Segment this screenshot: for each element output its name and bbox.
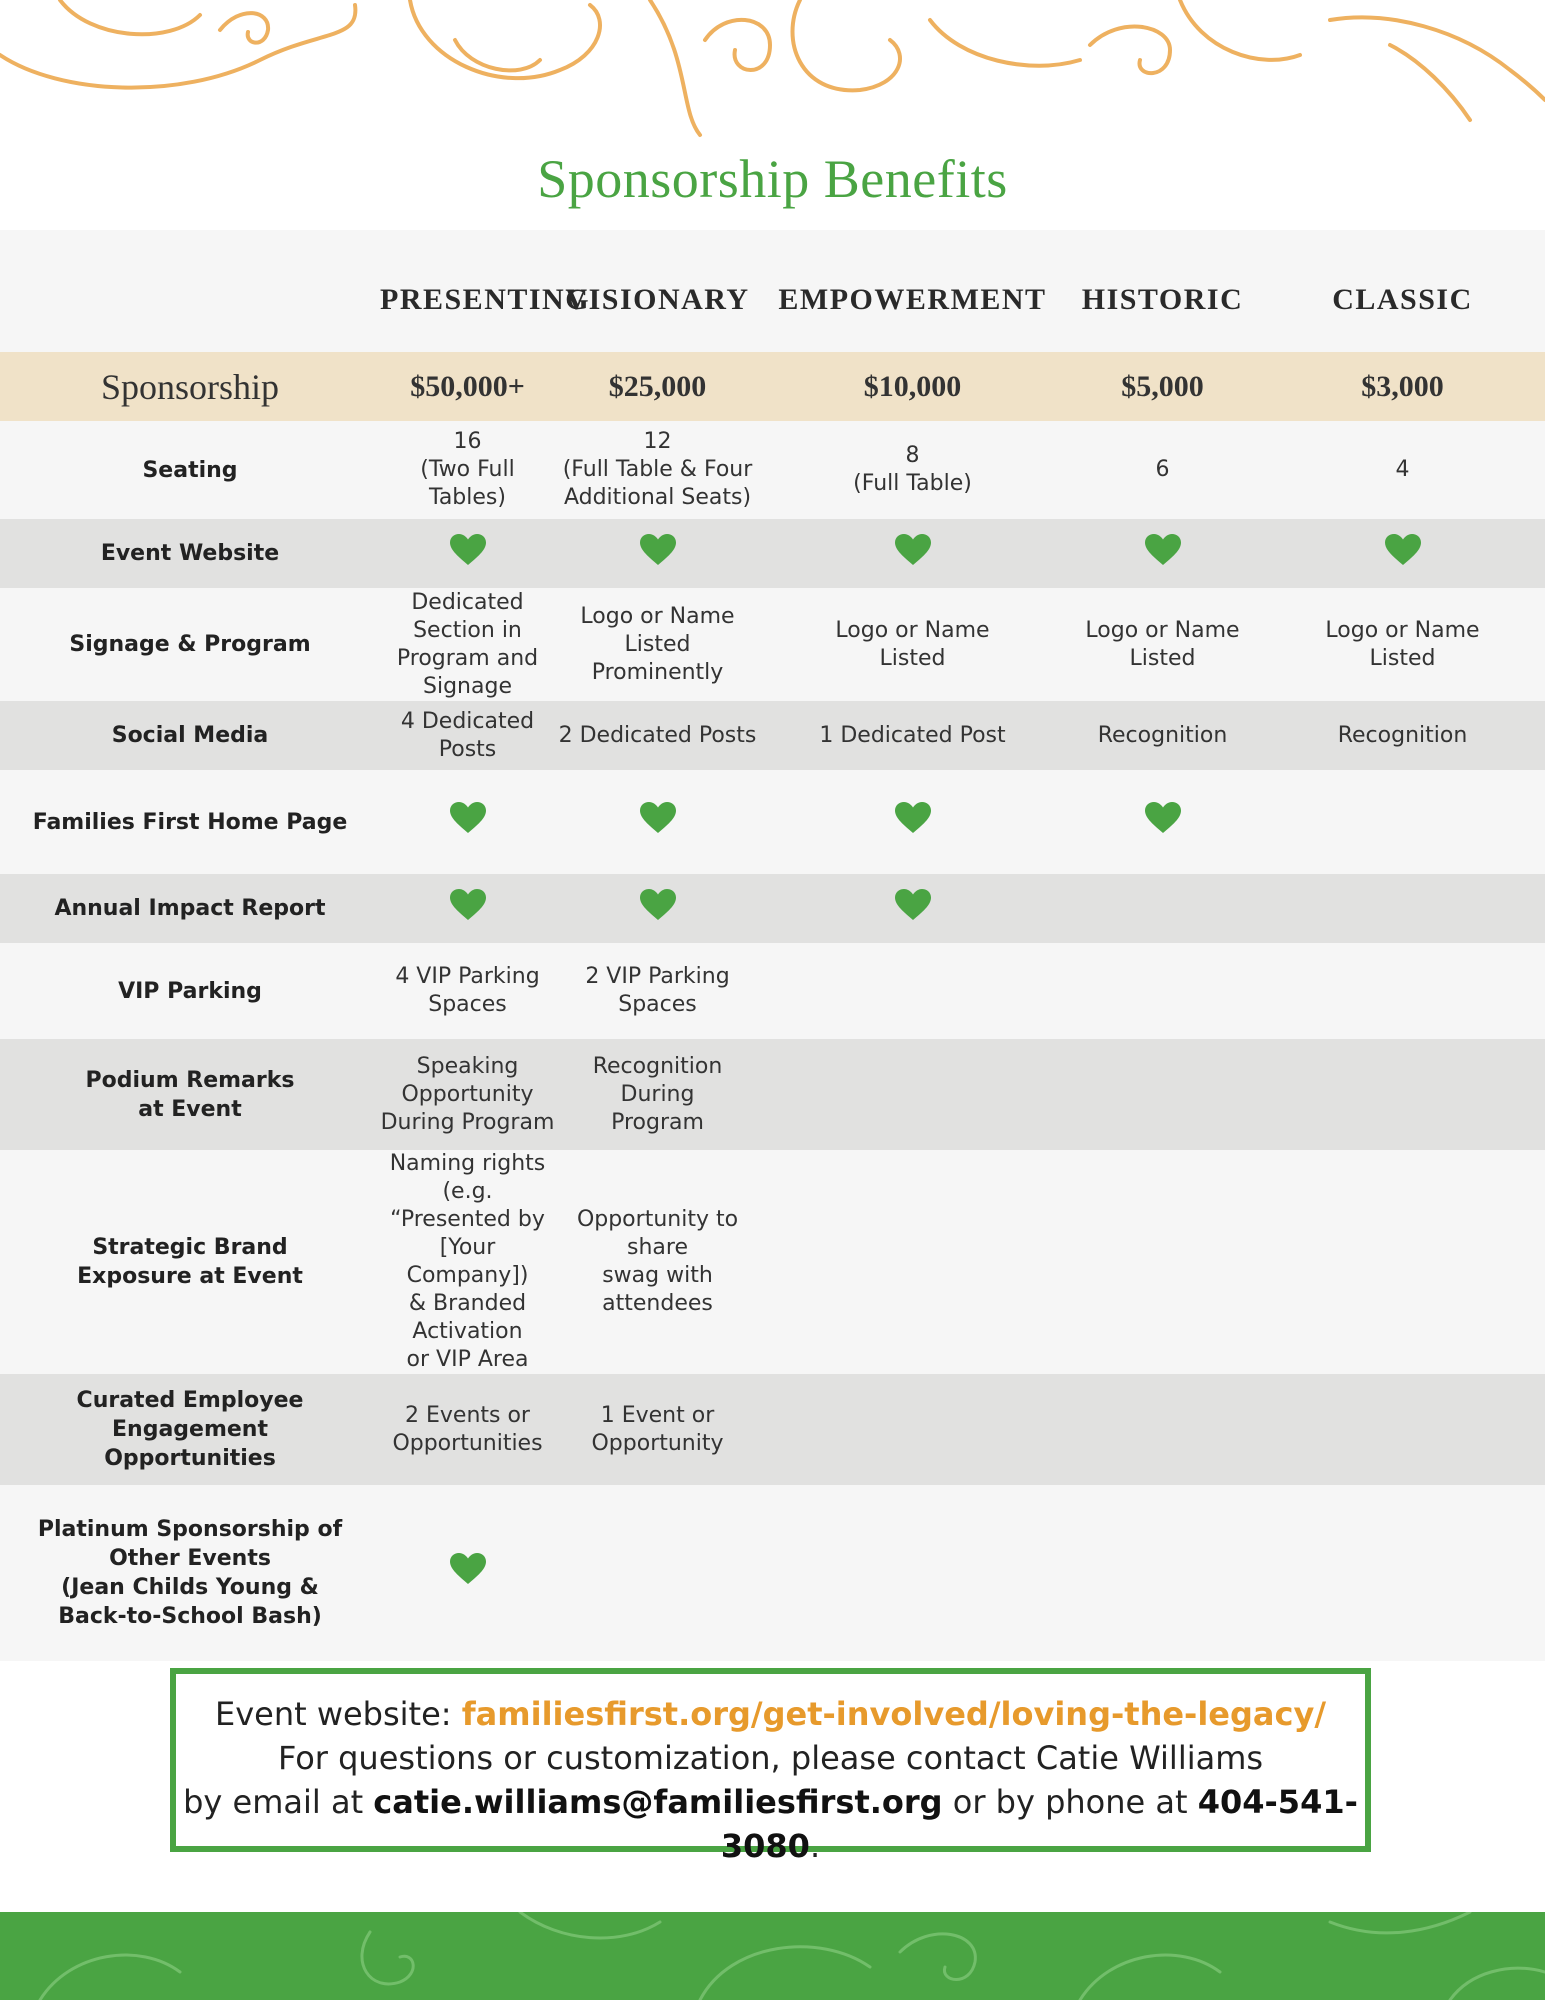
benefit-row xyxy=(0,519,1545,588)
benefit-value xyxy=(1260,770,1545,874)
benefit-label: Podium Remarks at Event xyxy=(85,1067,295,1122)
benefit-value xyxy=(1065,1374,1260,1485)
sponsorship-price-row xyxy=(0,352,1545,421)
sponsorship-label: Sponsorship xyxy=(100,366,280,407)
benefit-row xyxy=(0,1374,1545,1485)
footer-flourish-decoration xyxy=(0,1912,1545,2000)
benefit-row xyxy=(0,421,1545,519)
benefit-row xyxy=(0,1485,1545,1661)
benefit-included-cell xyxy=(760,770,1065,874)
contact-suffix: . xyxy=(809,1827,821,1865)
contact-box xyxy=(170,1668,1371,1865)
benefit-value: Dedicated Section in Program and Signage xyxy=(396,589,539,699)
benefit-label: Annual Impact Report xyxy=(54,896,326,921)
benefit-value xyxy=(760,1150,1065,1374)
benefit-value: Logo or Name Listed xyxy=(1085,617,1240,671)
benefit-included-cell xyxy=(555,519,760,588)
heart-icon xyxy=(450,815,486,840)
benefit-included-cell xyxy=(1065,770,1260,874)
benefit-label: VIP Parking xyxy=(118,978,262,1004)
benefit-value: Speaking Opportunity During Program xyxy=(380,1053,555,1135)
email-prefix: by email at xyxy=(183,1783,374,1821)
heart-icon xyxy=(1145,547,1181,572)
tier-header-classic: CLASSIC xyxy=(1332,283,1473,316)
benefit-label: Strategic Brand Exposure at Event xyxy=(77,1235,303,1289)
benefit-included-cell xyxy=(380,519,555,588)
benefit-included-cell xyxy=(760,874,1065,943)
price-empowerment: $10,000 xyxy=(863,369,962,403)
contact-line-3 xyxy=(176,1780,1365,1868)
benefit-included-cell xyxy=(555,874,760,943)
benefit-row xyxy=(0,770,1545,874)
tier-header-historic: HISTORIC xyxy=(1081,283,1244,316)
tier-header-presenting: PRESENTING xyxy=(380,283,591,316)
contact-line-2: For questions or customization, please contact Catie Williams xyxy=(277,1739,1264,1777)
price-historic: $5,000 xyxy=(1121,369,1204,403)
benefit-included-cell xyxy=(380,1485,555,1661)
price-classic: $3,000 xyxy=(1361,369,1444,403)
benefit-value xyxy=(1065,1150,1260,1374)
benefit-row xyxy=(0,943,1545,1039)
benefit-value xyxy=(760,1039,1065,1150)
heart-icon xyxy=(640,815,676,840)
benefit-label: Platinum Sponsorship of Other Events (Jean Childs Young & Back-to-School Bash) xyxy=(37,1517,343,1629)
heart-icon xyxy=(1385,547,1421,572)
benefit-value: 2 Dedicated Posts xyxy=(558,722,757,748)
benefit-value xyxy=(1065,943,1260,1039)
heart-icon xyxy=(1145,815,1181,840)
benefit-value: 4 Dedicated Posts xyxy=(400,708,535,762)
benefit-value xyxy=(760,943,1065,1039)
benefit-row xyxy=(0,1150,1545,1374)
benefit-value: Logo or Name Listed xyxy=(1325,617,1480,671)
phone-prefix: or by phone at xyxy=(942,1783,1198,1821)
benefit-value xyxy=(1260,1039,1545,1150)
tier-header-row xyxy=(0,230,1545,352)
benefit-label: Event Website xyxy=(100,541,280,566)
benefit-value xyxy=(555,1485,760,1661)
benefit-value xyxy=(1065,1485,1260,1661)
header-blank xyxy=(0,230,380,352)
benefit-value: 2 VIP Parking Spaces xyxy=(585,964,730,1017)
tier-header-visionary: VISIONARY xyxy=(565,283,750,316)
benefit-value: 1 Event or Opportunity xyxy=(591,1402,724,1456)
benefit-value: 8 (Full Table) xyxy=(853,443,972,496)
price-presenting: $50,000+ xyxy=(410,369,525,403)
benefit-value: 12 (Full Table & Four Additional Seats) xyxy=(562,429,753,510)
sponsorship-benefits-table xyxy=(0,230,1545,1661)
benefit-value xyxy=(1065,1039,1260,1150)
benefit-value: 1 Dedicated Post xyxy=(819,722,1006,748)
heart-icon xyxy=(895,547,931,572)
benefit-included-cell xyxy=(1260,519,1545,588)
benefit-value: Logo or Name Listed xyxy=(835,617,990,671)
top-flourish-decoration xyxy=(0,0,1545,150)
contact-email-link[interactable]: catie.williams@familiesfirst.org xyxy=(373,1783,943,1821)
benefit-value: 4 xyxy=(1395,457,1410,482)
benefit-value: 6 xyxy=(1155,457,1170,482)
price-visionary: $25,000 xyxy=(608,369,707,403)
benefit-included-cell xyxy=(555,770,760,874)
website-prefix: Event website: xyxy=(214,1695,462,1733)
benefit-value xyxy=(760,1374,1065,1485)
benefit-included-cell xyxy=(760,519,1065,588)
benefit-included-cell xyxy=(1065,519,1260,588)
page-title: Sponsorship Benefits xyxy=(537,149,1008,209)
heart-icon xyxy=(450,547,486,572)
heart-icon xyxy=(640,902,676,927)
benefit-included-cell xyxy=(380,874,555,943)
heart-icon xyxy=(450,1566,486,1591)
benefit-value xyxy=(1260,1374,1545,1485)
benefit-value: 16 (Two Full Tables) xyxy=(420,429,515,510)
benefit-value xyxy=(1065,874,1260,943)
tier-header-empowerment: EMPOWERMENT xyxy=(778,283,1047,316)
benefit-value: Recognition xyxy=(1337,722,1468,748)
benefit-value xyxy=(1260,1485,1545,1661)
contact-website-line xyxy=(176,1692,1365,1736)
benefit-label: Seating xyxy=(142,457,238,483)
benefit-included-cell xyxy=(380,770,555,874)
benefit-value: Recognition During Program xyxy=(592,1053,723,1135)
heart-icon xyxy=(450,902,486,927)
benefit-value: Opportunity to share swag with attendees xyxy=(576,1207,739,1316)
heart-icon xyxy=(895,815,931,840)
heart-icon xyxy=(640,547,676,572)
benefit-value: 4 VIP Parking Spaces xyxy=(395,964,540,1017)
benefit-value xyxy=(1260,874,1545,943)
benefit-label: Families First Home Page xyxy=(32,809,348,835)
benefit-value: Recognition xyxy=(1097,722,1228,748)
contact-phone[interactable]: 404-541-3080 xyxy=(720,1783,1358,1865)
benefit-label: Curated Employee Engagement Opportunities xyxy=(76,1388,304,1471)
footer-banner xyxy=(0,1912,1545,2000)
benefit-row xyxy=(0,874,1545,943)
benefit-value: Logo or Name Listed Prominently xyxy=(580,603,735,685)
benefit-label: Signage & Program xyxy=(69,632,311,657)
benefit-row xyxy=(0,1039,1545,1150)
benefit-label: Social Media xyxy=(111,723,269,748)
benefit-value xyxy=(760,1485,1065,1661)
event-website-link[interactable]: familiesfirst.org/get-involved/loving-the-legacy/ xyxy=(461,1695,1327,1733)
benefit-row xyxy=(0,701,1545,770)
benefit-row xyxy=(0,588,1545,701)
benefit-value xyxy=(1260,943,1545,1039)
benefit-value: Naming rights (e.g. “Presented by [Your Company]) & Branded Activation or VIP Area xyxy=(389,1151,546,1372)
benefit-value: 2 Events or Opportunities xyxy=(392,1402,543,1456)
heart-icon xyxy=(895,902,931,927)
benefit-value xyxy=(1260,1150,1545,1374)
